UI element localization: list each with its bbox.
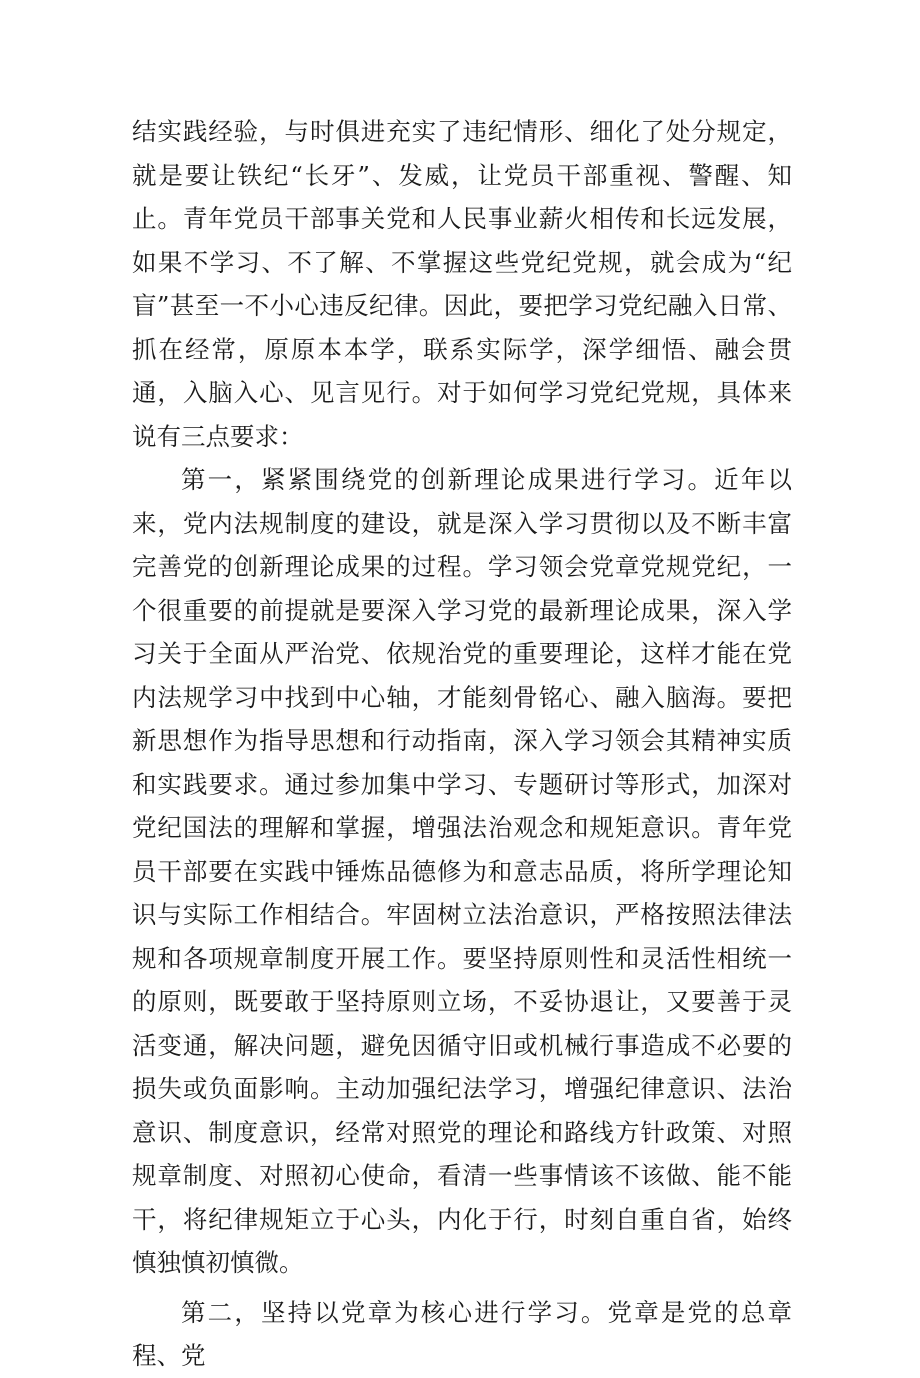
document-body bbox=[132, 110, 792, 1378]
paragraph-3: 第二，坚持以党章为核心进行学习。党章是党的总章程、党 bbox=[132, 1297, 792, 1370]
paragraph-2: 第一，紧紧围绕党的创新理论成果进行学习。近年以来，党内法规制度的建设，就是深入学习贯彻以及不断丰富完善党的创新理论成果的过程。学习领会党章党规党纪，一个很重要的前提就是要深入学习党的最新理论成果，深入学习关于全面从严治党、依规治党的重要理论，这样才能在党内法规学习中找到中心轴，才能刻骨铭心、融入脑海。要把新思想作为指导思想和行动指南，深入学习领会其精神实质和实践要求。通过参加集中学习、专题研讨等形式，加深对党纪国法的理解和掌握，增强法治观念和规矩意识。青年党员干部要在实践中锤炼品德修为和意志品质，将所学理论知识与实际工作相结合。牢固树立法治意识，严格按照法律法规和各项规章制度开展工作。要坚持原则性和灵活性相统一的原则，既要敢于坚持原则立场，不妥协退让，又要善于灵活变通，解决问题，避免因循守旧或机械行事造成不必要的损失或负面影响。主动加强纪法学习，增强纪律意识、法治意识、制度意识，经常对照党的理论和路线方针政策、对照规章制度、对照初心使命，看清一些事情该不该做、能不能干，将纪律规矩立于心头，内化于行，时刻自重自省，始终慎独慎初慎微。 bbox=[132, 465, 792, 1277]
paragraph-1: 结实践经验，与时俱进充实了违纪情形、细化了处分规定，就是要让铁纪“长牙”、发威，让党员干部重视、警醒、知止。青年党员干部事关党和人民事业薪火相传和长远发展，如果不学习、不了解、不掌握这些党纪党规，就会成为“纪盲”甚至一不小心违反纪律。因此，要把学习党纪融入日常、抓在经常，原原本本学，联系实际学，深学细悟、融会贯通，入脑入心、见言见行。对于如何学习党纪党规，具体来说有三点要求： bbox=[132, 117, 792, 451]
